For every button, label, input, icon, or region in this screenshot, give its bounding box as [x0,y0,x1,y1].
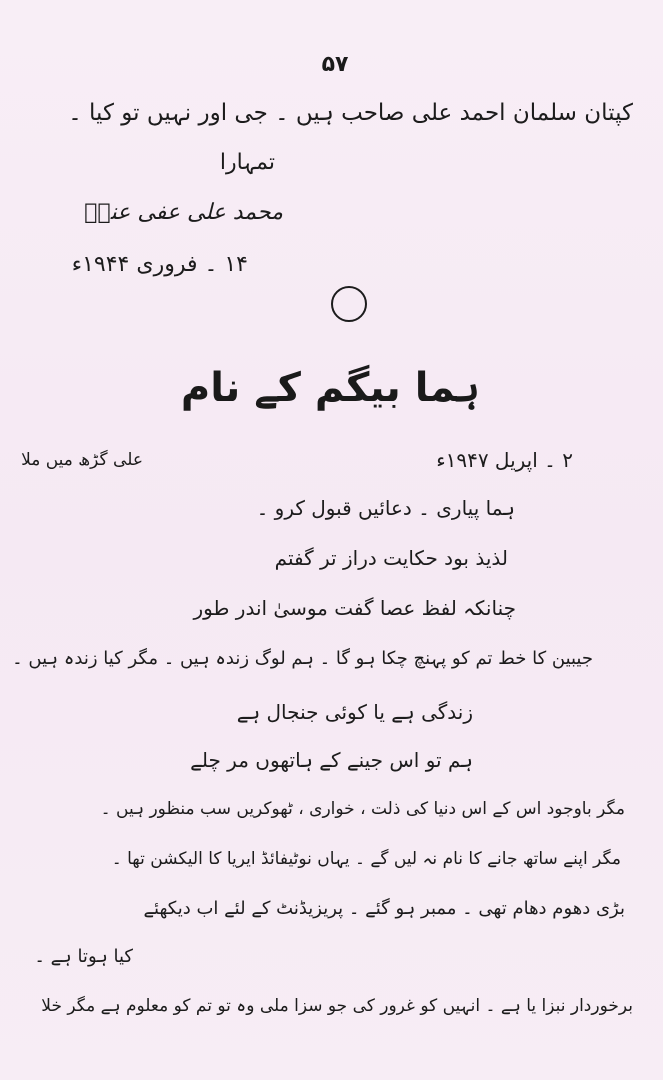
verse-line-2: چنانکہ لفظ عصا گفت موسیٰ اندر طور [193,596,516,620]
paragraph-3: برخوردار نبزا یا ہے ۔ انہیں کو غرور کی جو سزا ملی وہ تو تم کو معلوم ہے مگر خلا [41,996,633,1016]
verse-line-1: لذیذ بود حکایت دراز تر گفتم [274,546,508,570]
letter1-closing-line: کپتان سلمان احمد علی صاحب ہیں ۔ جی اور نہیں تو کیا ۔ [68,100,633,126]
couplet-line-2: ہم تو اس جینے کے ہاتھوں مر چلے [190,748,473,772]
section-divider-circle [331,286,367,322]
letter2-place: علی گڑھ میں ملا [21,450,143,470]
paragraph-2-line-3: بڑی دھوم دھام تھی ۔ ممبر ہو گئے ۔ پریزیڈنٹ کے لئے اب دیکھئے [143,898,625,919]
paragraph-2-line-1: مگر باوجود اس کے اس دنیا کی ذلت ، خواری ، ٹھوکریں سب منظور ہیں ۔ [100,799,625,819]
letter2-date: ۲ ۔ اپریل ۱۹۴۷ء [436,448,573,472]
couplet-line-1: زندگی ہے یا کوئی جنجال ہے [236,700,473,724]
letter2-title: ہما بیگم کے نام [180,365,480,411]
letter1-date: ۱۴ ۔ فروری ۱۹۴۴ء [71,252,248,277]
paragraph-2-line-4: کیا ہوتا ہے ۔ [34,946,133,967]
letter2-salutation: ہما پیاری ۔ دعائیں قبول کرو ۔ [256,496,515,520]
letter1-signature: محمد علی عفی عنہٗ [84,200,283,225]
page-number: ۵۷ [321,52,349,77]
letter1-sign-off: تمہارا [219,150,275,175]
paragraph-2-line-2: مگر اپنے ساتھ جانے کا نام نہ لیں گے ۔ یہاں نوٹیفائڈ ایریا کا الیکشن تھا ۔ [111,849,621,869]
paragraph-1: جیبین کا خط تم کو پہنچ چکا ہو گا ۔ ہم لوگ زندہ ہیں ۔ مگر کیا زندہ ہیں ۔ [12,648,593,669]
